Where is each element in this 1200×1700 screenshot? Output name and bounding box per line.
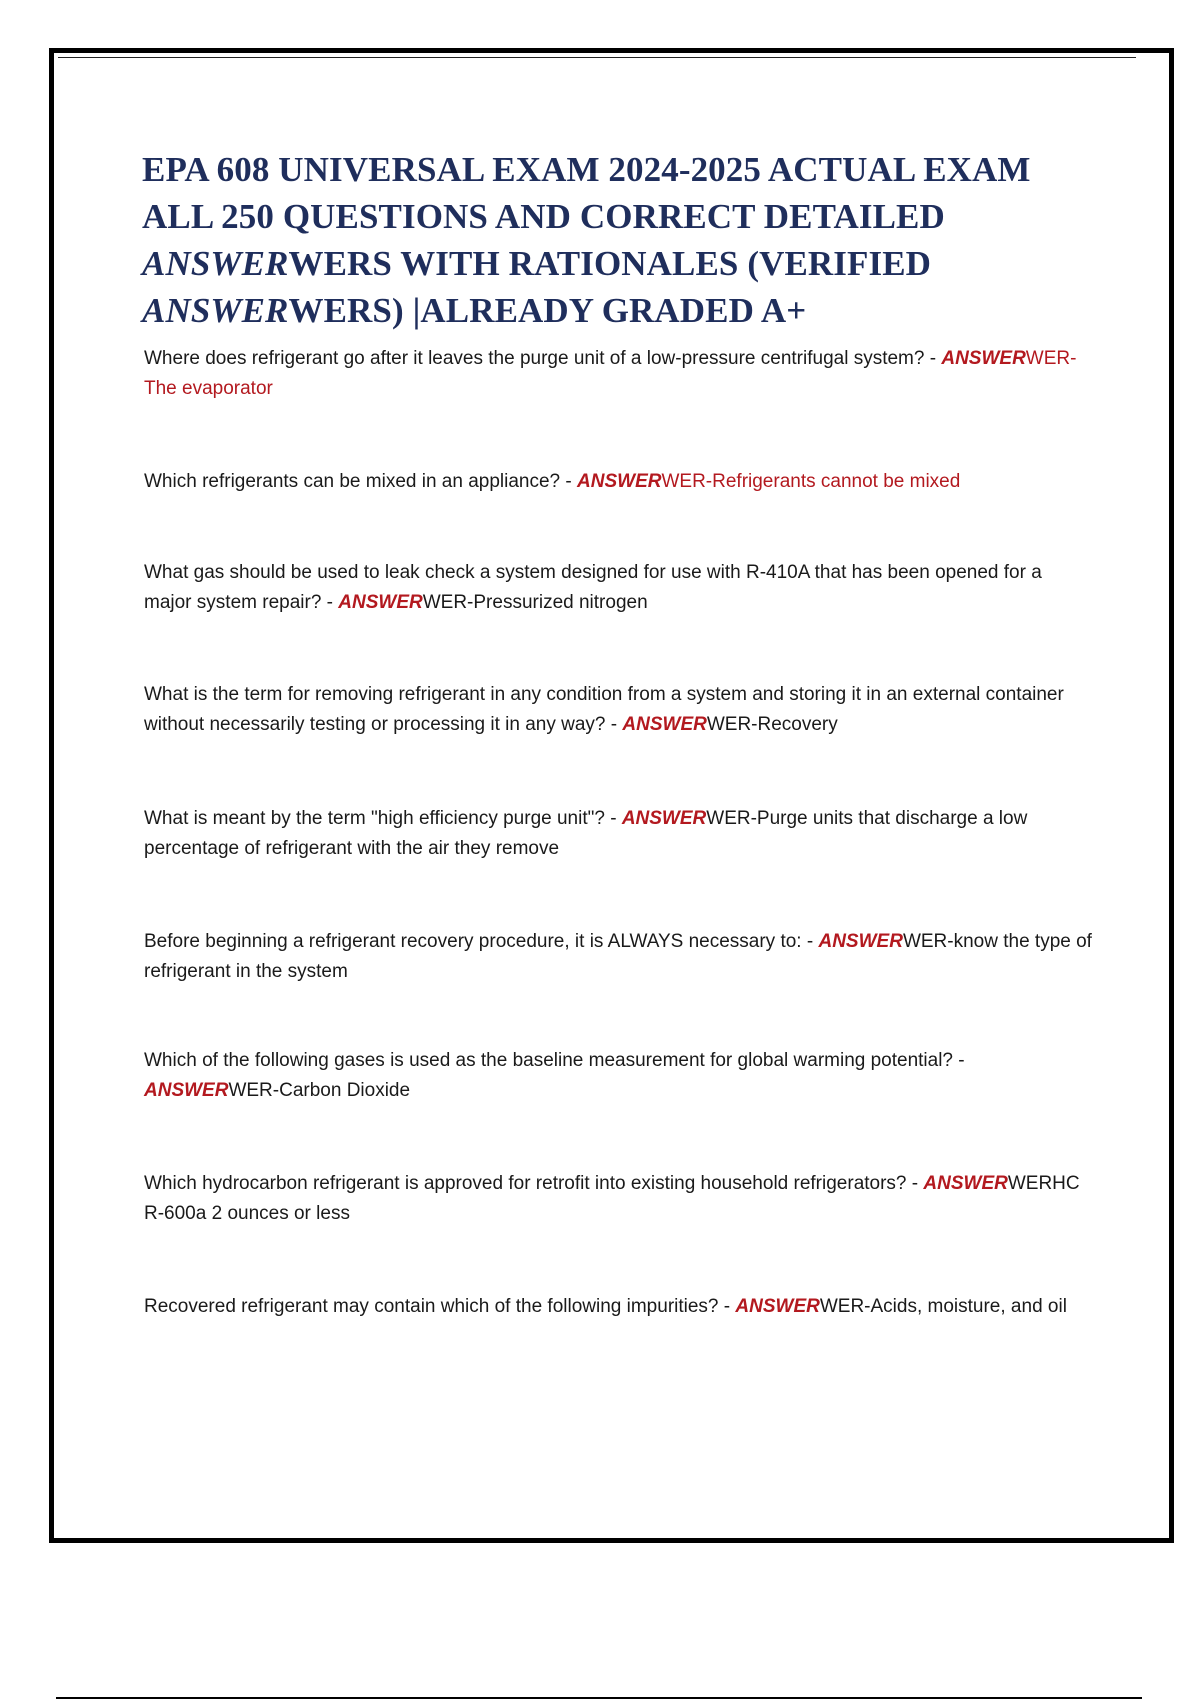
answer-marker: ANSWER [818, 931, 903, 952]
question-text: What is the term for removing refrigerant in any condition from a system and storing it in an external container without necessarily testing or processing it in any way? - [144, 684, 1064, 735]
title-text: WERS WITH RATIONALES (VERIFIED [288, 244, 932, 283]
title-answer-word: ANSWER [142, 244, 289, 283]
answer-text: WER-Carbon Dioxide [228, 1080, 411, 1101]
answer-marker: ANSWER [923, 1173, 1008, 1194]
qa-item [144, 804, 1094, 864]
question-text: Which refrigerants can be mixed in an appliance? - [144, 471, 578, 492]
answer-marker: ANSWER [338, 592, 423, 613]
answer-marker: ANSWER [735, 1296, 820, 1317]
question-text: Recovered refrigerant may contain which of the following impurities? - [144, 1296, 736, 1317]
question-text: Which of the following gases is used as the baseline measurement for global warming potential? - [144, 1050, 965, 1071]
title-answer-word: ANSWER [142, 291, 289, 330]
title-text: WERS) |ALREADY GRADED A+ [288, 291, 807, 330]
answer-text: WER-The evaporator [144, 348, 1077, 399]
answer-text: WER-Acids, moisture, and oil [819, 1296, 1067, 1317]
answer-marker: ANSWER [622, 714, 707, 735]
answer-marker: ANSWER [577, 471, 662, 492]
top-rule [58, 57, 1136, 58]
bottom-rule [56, 1697, 1142, 1699]
answer-text: WER-Purge units that discharge a low percentage of refrigerant with the air they remove [144, 808, 1028, 859]
question-text: Before beginning a refrigerant recovery procedure, it is ALWAYS necessary to: - [144, 931, 819, 952]
answer-marker: ANSWER [144, 1080, 229, 1101]
question-text: Where does refrigerant go after it leaves the purge unit of a low-pressure centrifugal system? - [144, 348, 942, 369]
answer-text: WER-Pressurized nitrogen [422, 592, 648, 613]
answer-text: WER-know the type of refrigerant in the system [144, 931, 1092, 982]
answer-text: WERHC R-600a 2 ounces or less [144, 1173, 1080, 1224]
qa-item [144, 344, 1094, 404]
question-text: Which hydrocarbon refrigerant is approved for retrofit into existing household refrigerators? - [144, 1173, 924, 1194]
answer-marker: ANSWER [621, 808, 707, 829]
answer-text: WER-Recovery [706, 714, 838, 735]
answer-marker: ANSWER [941, 348, 1026, 369]
qa-item [144, 927, 1094, 987]
qa-item [144, 1046, 1094, 1106]
qa-item [144, 558, 1094, 618]
title-text: EPA 608 UNIVERSAL EXAM 2024-2025 ACTUAL EXAM ALL 250 QUESTIONS AND CORRECT DETAILED [142, 150, 1031, 236]
qa-item [144, 467, 1094, 497]
answer-text: WER-Refrigerants cannot be mixed [661, 471, 961, 492]
question-text: What gas should be used to leak check a system designed for use with R-410A that has been opened for a major system repair? - [144, 562, 1042, 613]
question-text: What is meant by the term "high efficiency purge unit"? - [144, 808, 622, 829]
qa-item [144, 1169, 1094, 1229]
qa-item [144, 680, 1094, 740]
qa-item [144, 1292, 1094, 1322]
document-title [142, 146, 1082, 334]
